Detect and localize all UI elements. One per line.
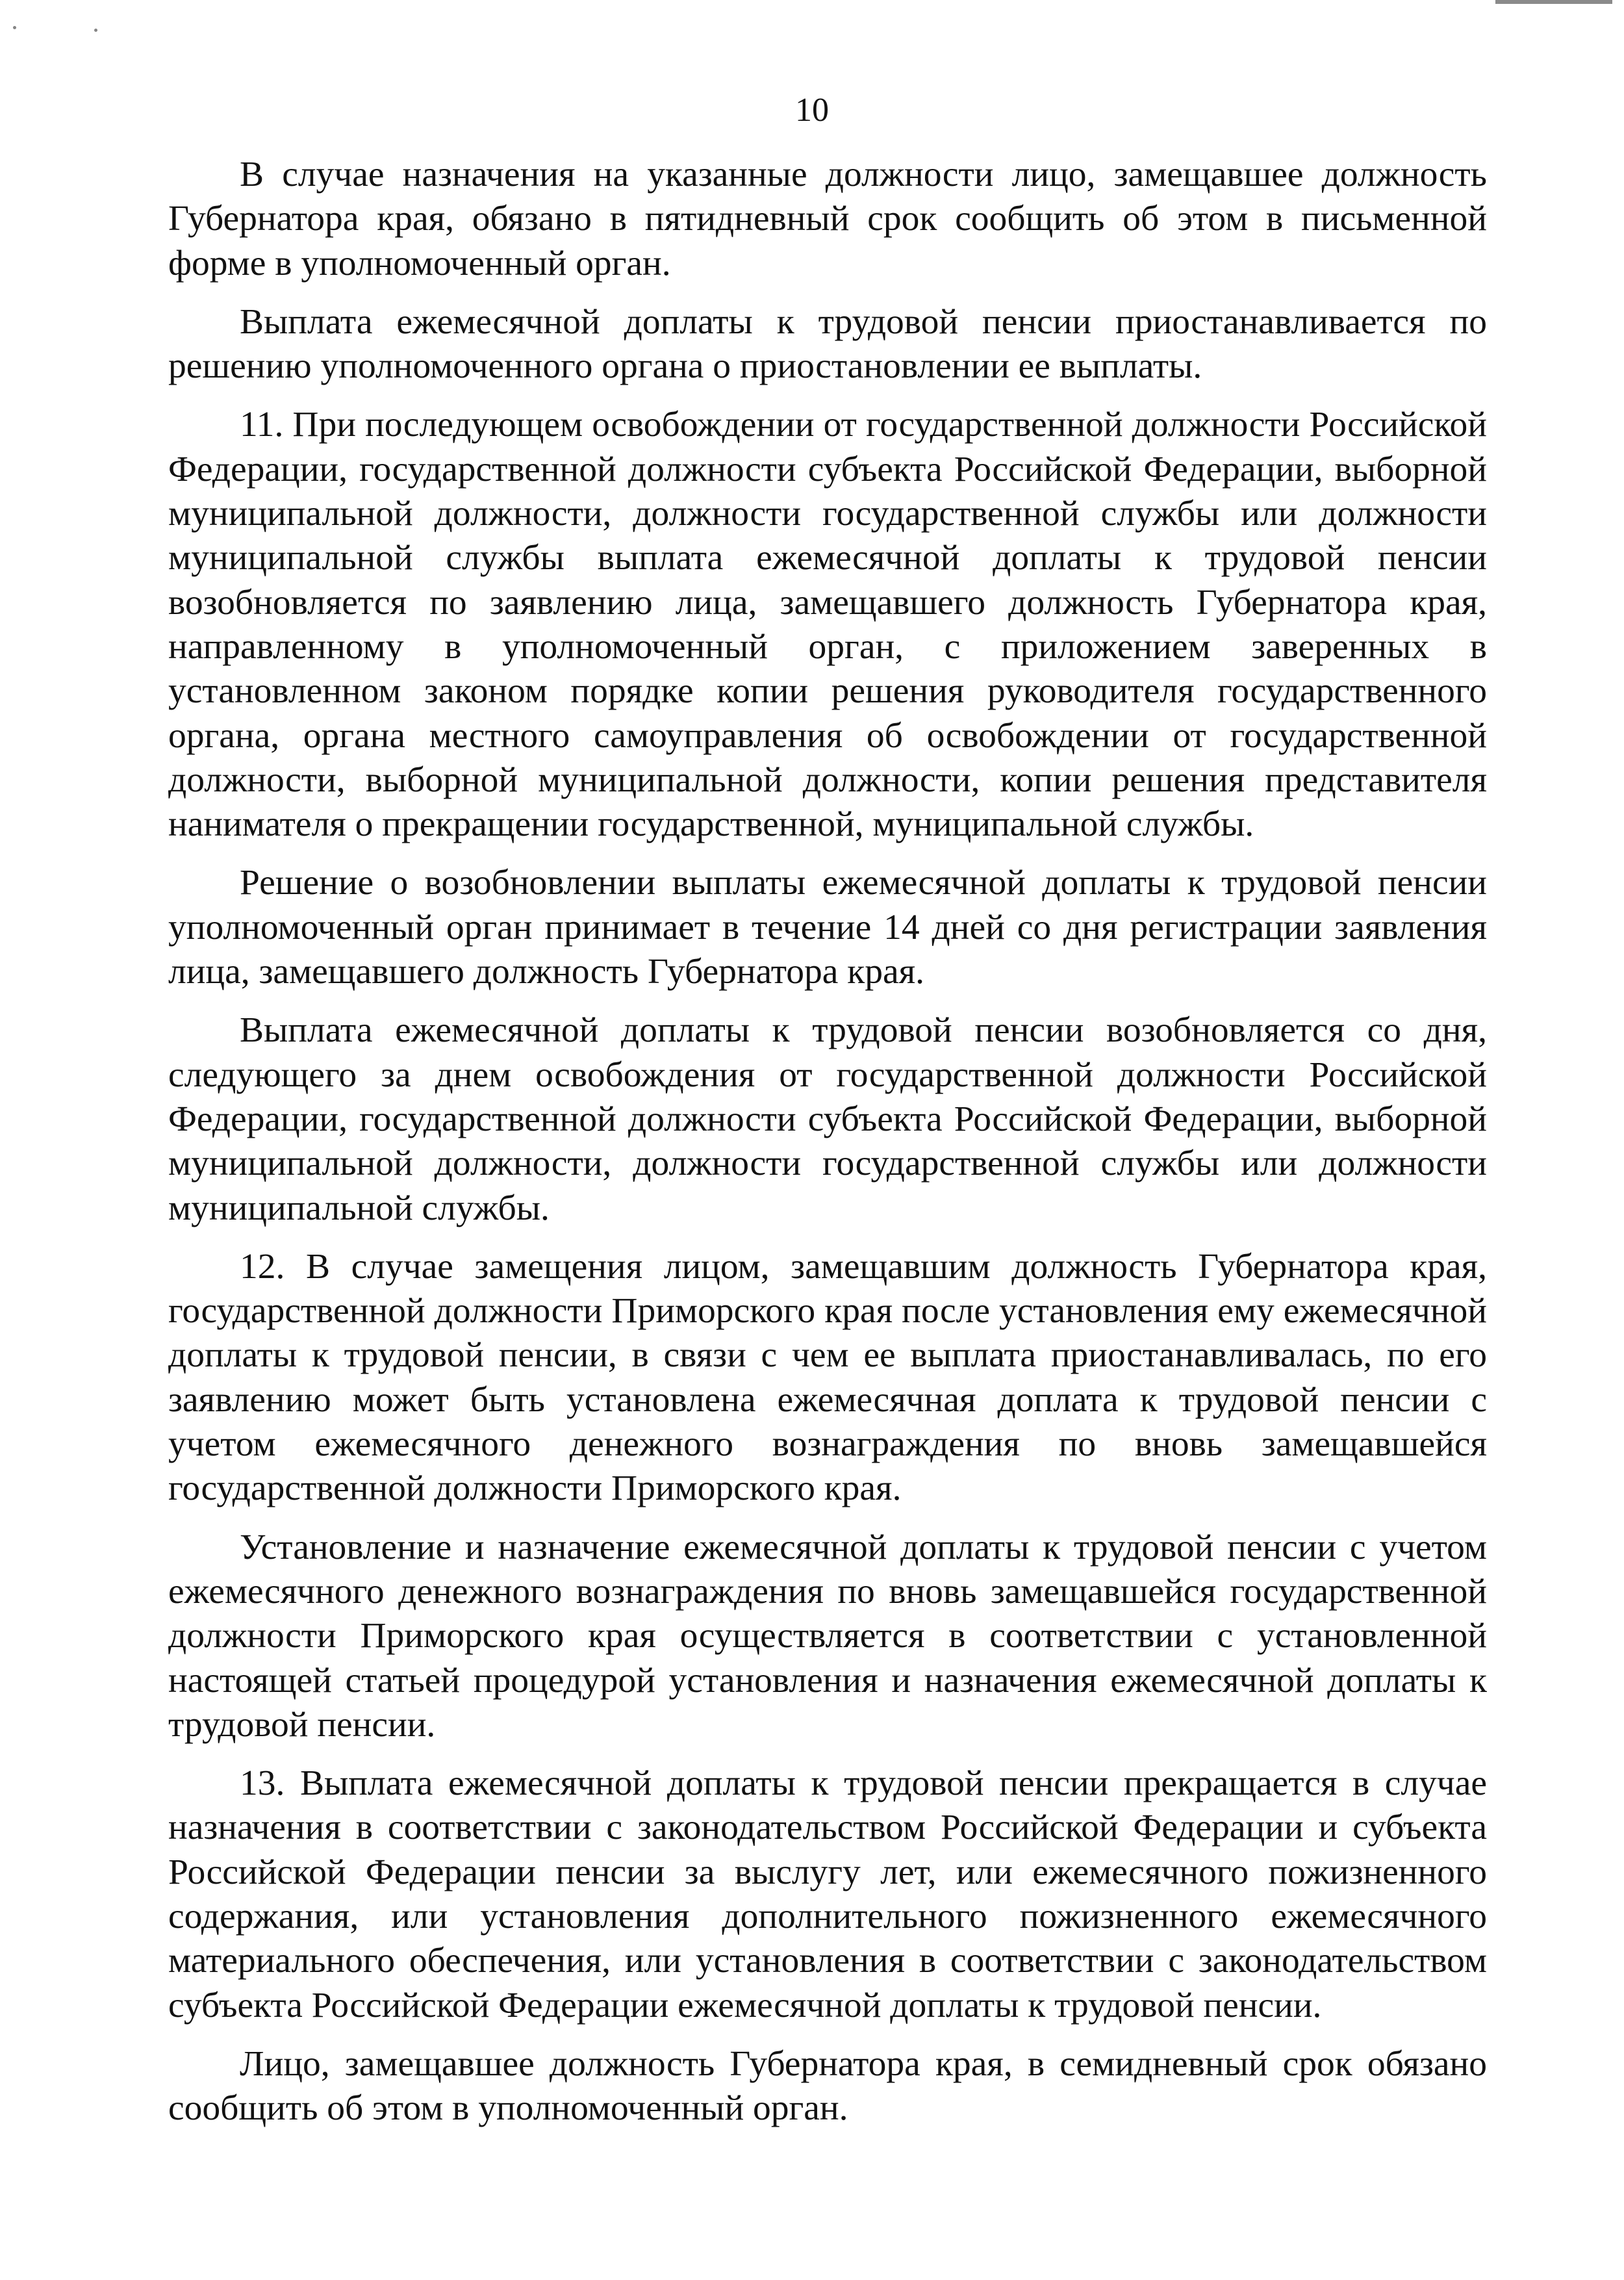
paragraph: Решение о возобновлении выплаты ежемесячной доплаты к трудовой пенсии уполномоченный орган принимает в течение 14 дней со дня регистрации заявления лица, замещавшего должность Губернатора края. [168,863,1487,992]
scan-edge-mark [1495,0,1612,4]
paragraph: Выплата ежемесячной доплаты к трудовой пенсии возобновляется со дня, следующего за днем освобождения от государственной должности Российской Федерации, государственной должности субъекта Российской Федерации, выборной муниципальной должности, должности государственной службы или должности муниципальной службы. [168,1010,1487,1228]
paragraph: Выплата ежемесячной доплаты к трудовой пенсии приостанавливается по решению уполномоченного органа о приостановлении ее выплаты. [168,301,1487,387]
paragraph: Установление и назначение ежемесячной доплаты к трудовой пенсии с учетом ежемесячного денежного вознаграждения по вновь замещавшейся государственной должности Приморского края осуществляется в соответствии с установленной настоящей статьей процедурой установления и назначения ежемесячной доплаты к трудовой пенсии. [168,1527,1487,1745]
page-number: 10 [795,92,829,129]
scan-speck [13,26,16,29]
paragraph: 13. Выплата ежемесячной доплаты к трудовой пенсии прекращается в случае назначения в соответствии с законодательством Российской Федерации и субъекта Российской Федерации пенсии за выслугу лет, или ежемесячного пожизненного содержания, или установления дополнительного пожизненного ежемесячного материального обеспечения, или установления в соответствии с законодательством субъекта Российской Федерации ежемесячной доплаты к трудовой пенсии. [168,1763,1487,2025]
paragraph: В случае назначения на указанные должности лицо, замещавшее должность Губернатора края, обязано в пятидневный срок сообщить об этом в письменной форме в уполномоченный орган. [168,155,1487,283]
paragraph: Лицо, замещавшее должность Губернатора края, в семидневный срок обязано сообщить об этом в уполномоченный орган. [168,2043,1487,2129]
document-body [168,153,1487,2131]
paragraph: 11. При последующем освобождении от государственной должности Российской Федерации, государственной должности субъекта Российской Федерации, выборной муниципальной должности, должности государственной службы или должности муниципальной службы выплата ежемесячной доплаты к трудовой пенсии возобновляется по заявлению лица, замещавшего должность Губернатора края, направленному в уполномоченный орган, с приложением заверенных в установленном законом порядке копии решения руководителя государственного органа, органа местного самоуправления об освобождении от государственной должности, выборной муниципальной должности, копии решения представителя нанимателя о прекращении государственной, муниципальной службы. [168,405,1487,845]
paragraph: 12. В случае замещения лицом, замещавшим должность Губернатора края, государственной должности Приморского края после установления ему ежемесячной доплаты к трудовой пенсии, в связи с чем ее выплата приостанавливалась, по его заявлению может быть установлена ежемесячная доплата к трудовой пенсии с учетом ежемесячного денежного вознаграждения по вновь замещавшейся государственной должности Приморского края. [168,1246,1487,1509]
scan-speck [94,29,97,32]
